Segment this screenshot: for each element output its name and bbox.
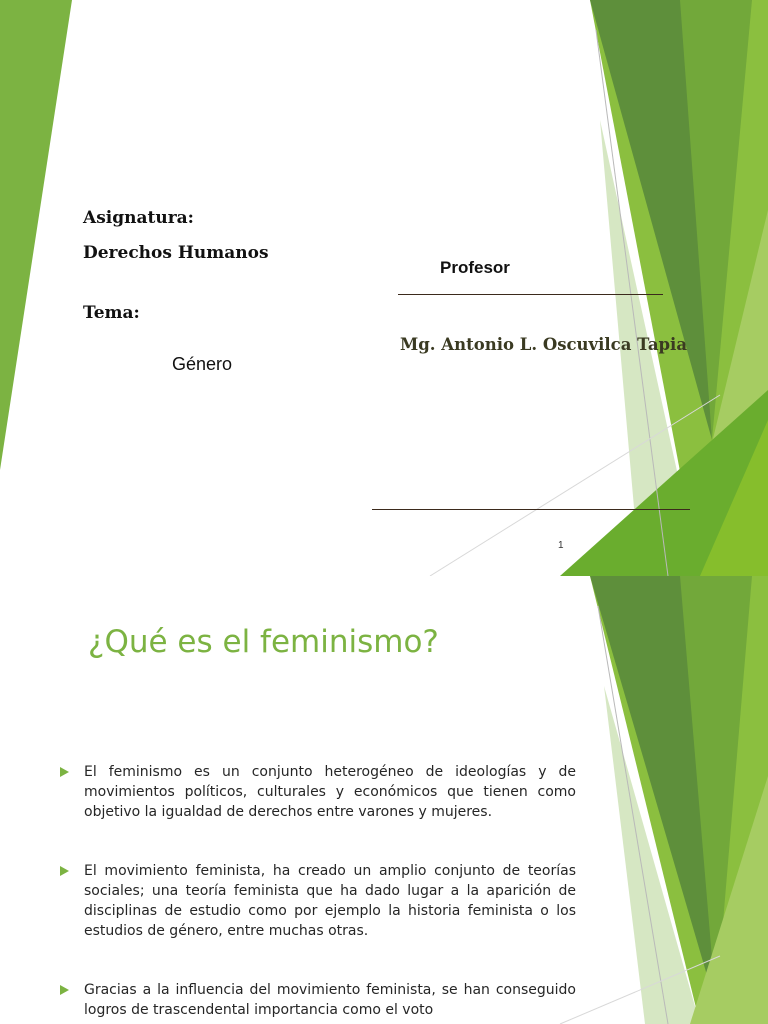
bottom-divider <box>372 509 690 510</box>
bullet-text: El movimiento feminista, ha creado un amplio conjunto de teorías sociales; una teoría feminista que ha dado lugar a la aparición de disciplinas de estudio como por ejemplo la historia feminista o los estudios de género, entre muchas otras. <box>84 863 576 939</box>
left-green-triangle <box>0 0 72 470</box>
bullet-list <box>58 762 576 1024</box>
page-number: 1 <box>558 540 564 551</box>
bullet-text: El feminismo es un conjunto heterogéneo de ideologías y de movimientos políticos, culturales y económicos que tienen como objetivo la igualdad de derechos entre varones y mujeres. <box>84 764 576 820</box>
topic-value: Género <box>172 354 233 374</box>
triangle-bullet-icon <box>60 767 69 777</box>
professor-label: Profesor <box>440 258 510 277</box>
bullet-text: Gracias a la influencia del movimiento feminista, se han conseguido logros de trascendental importancia como el voto <box>84 982 576 1018</box>
content-slide <box>0 576 768 1024</box>
professor-divider <box>398 294 663 295</box>
bullet-item <box>58 762 576 822</box>
subject-value: Derechos Humanos <box>83 243 269 263</box>
topic-label: Tema: <box>83 303 140 323</box>
triangle-bullet-icon <box>60 985 69 995</box>
slide-title: ¿Qué es el feminismo? <box>88 624 439 660</box>
bullet-item <box>58 980 576 1020</box>
subject-label: Asignatura: <box>83 208 194 228</box>
bullet-item <box>58 861 576 941</box>
triangle-bullet-icon <box>60 866 69 876</box>
professor-name: Mg. Antonio L. Oscuvilca Tapia <box>400 335 688 354</box>
